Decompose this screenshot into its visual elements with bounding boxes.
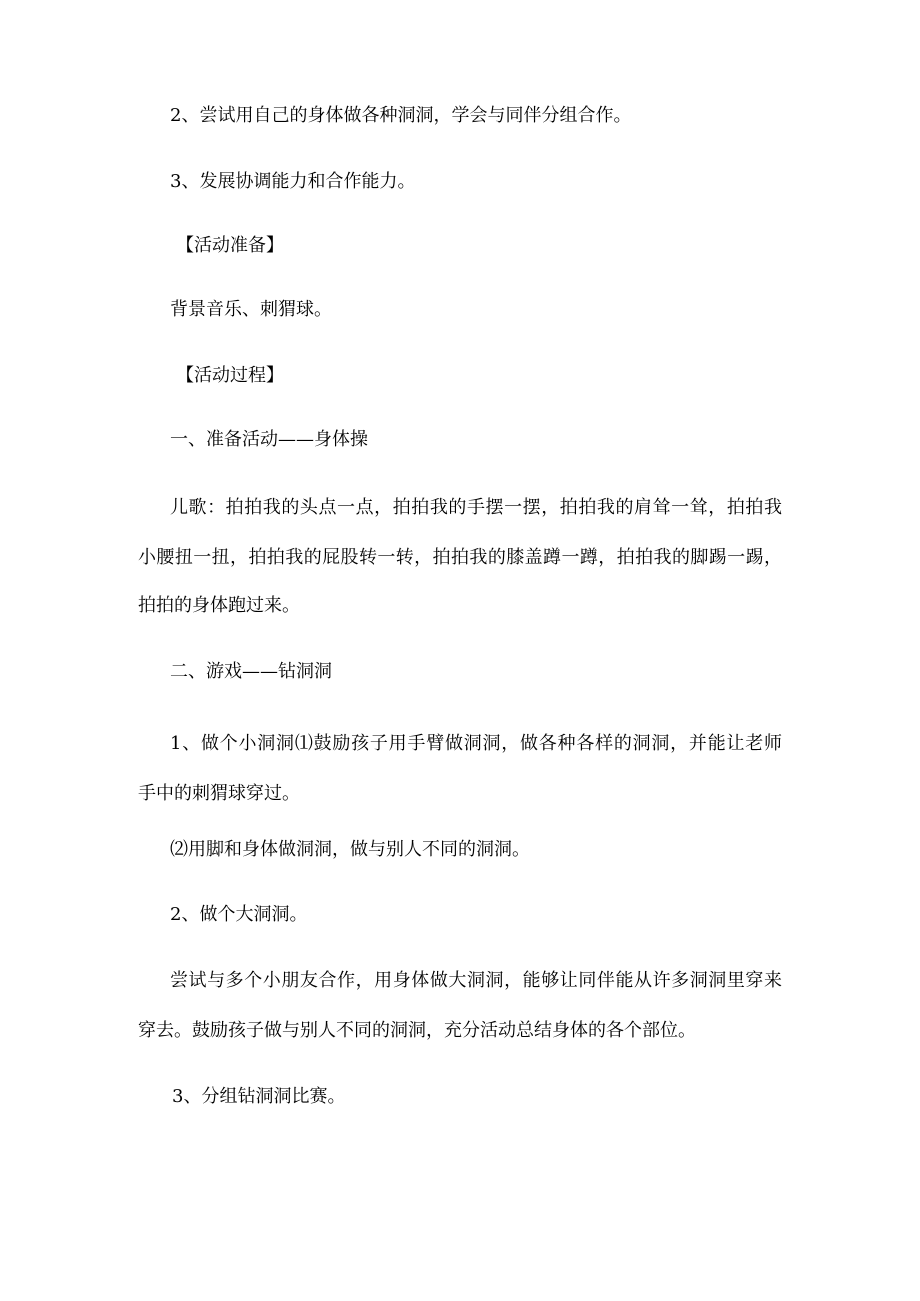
step-1-line-1: 1、做个小洞洞⑴鼓励孩子用手臂做洞洞，做各种各样的洞洞，并能让老师 bbox=[170, 733, 782, 754]
step-3-title: 3、分组钻洞洞比赛。 bbox=[172, 1086, 346, 1107]
rhyme-line-2: 小腰扭一扭，拍拍我的屁股转一转，拍拍我的膝盖蹲一蹲，拍拍我的脚踢一踢， bbox=[138, 547, 782, 568]
step-2-title: 2、做个大洞洞。 bbox=[170, 904, 308, 925]
rhyme-line-3: 拍拍的身体跑过来。 bbox=[138, 595, 300, 616]
goal-2-text: 2、尝试用自己的身体做各种洞洞，学会与同伴分组合作。 bbox=[170, 105, 632, 126]
prep-heading: 【活动准备】 bbox=[176, 235, 284, 256]
section-1-title: 一、准备活动——身体操 bbox=[170, 429, 368, 450]
prep-text: 背景音乐、刺猬球。 bbox=[170, 299, 332, 320]
step-2-line-1: 尝试与多个小朋友合作，用身体做大洞洞，能够让同伴能从许多洞洞里穿来 bbox=[170, 970, 782, 991]
process-heading: 【活动过程】 bbox=[176, 365, 284, 386]
step-1-sub-2: ⑵用脚和身体做洞洞，做与别人不同的洞洞。 bbox=[170, 839, 530, 860]
step-1-line-2: 手中的刺猬球穿过。 bbox=[138, 783, 300, 804]
step-2-line-2: 穿去。鼓励孩子做与别人不同的洞洞，充分活动总结身体的各个部位。 bbox=[138, 1020, 696, 1041]
section-2-title: 二、游戏——钻洞洞 bbox=[170, 661, 332, 682]
goal-3-text: 3、发展协调能力和合作能力。 bbox=[170, 171, 416, 192]
rhyme-line-1: 儿歌：拍拍我的头点一点，拍拍我的手摆一摆，拍拍我的肩耸一耸，拍拍我 bbox=[170, 497, 782, 518]
